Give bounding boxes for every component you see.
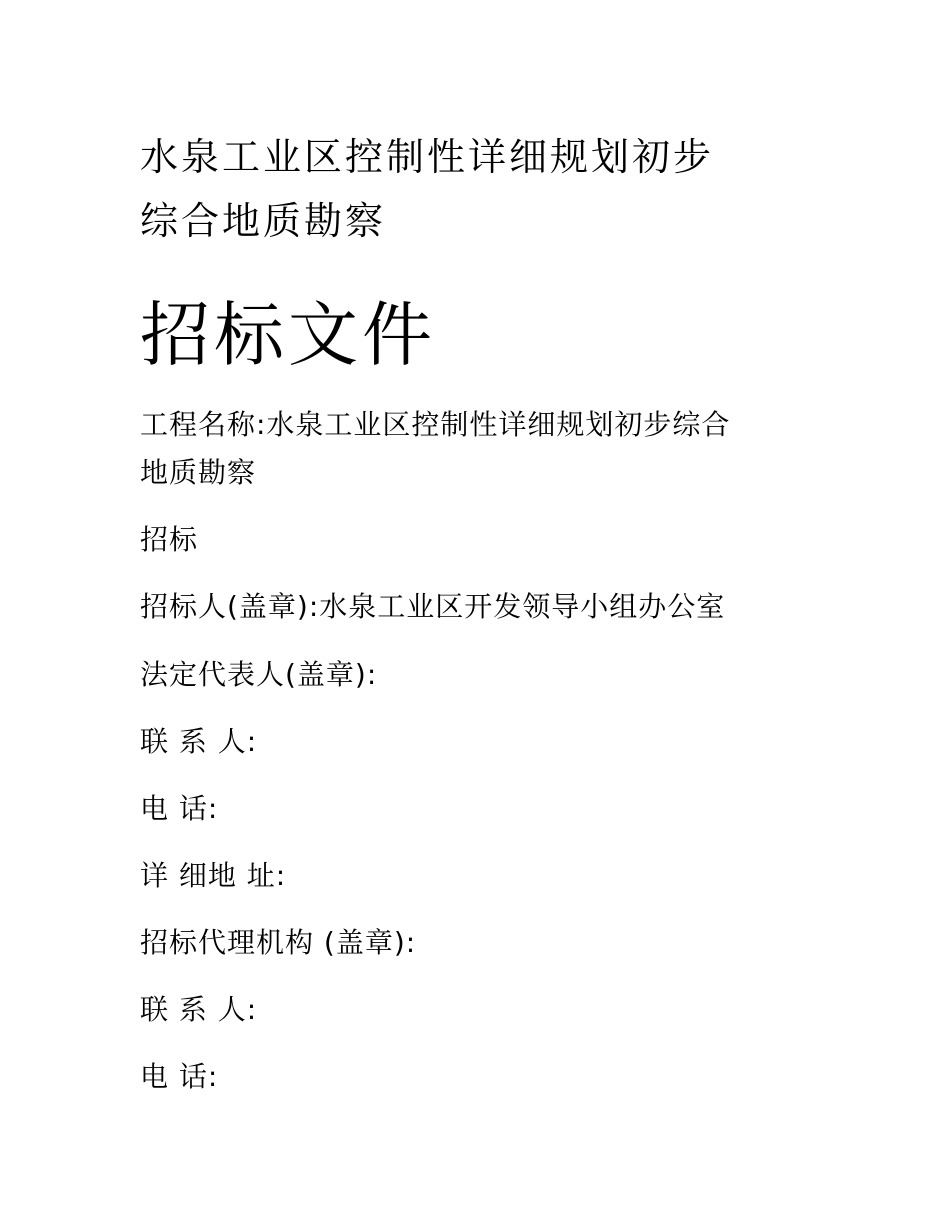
contact-person-field: 联 系 人: xyxy=(140,725,258,758)
tenderer-field: 招标人(盖章):水泉工业区开发领导小组办公室 xyxy=(140,590,726,623)
tender-label: 招标 xyxy=(140,523,199,556)
document-title-line-1: 水泉工业区控制性详细规划初步 xyxy=(140,135,715,179)
agency-contact-person-field: 联 系 人: xyxy=(140,993,258,1026)
project-name-line-1: 工程名称:水泉工业区控制性详细规划初步综合 xyxy=(140,408,731,441)
address-field: 详 细地 址: xyxy=(140,859,287,892)
document-type-heading: 招标文件 xyxy=(140,294,436,376)
agency-phone-field: 电 话: xyxy=(140,1060,219,1093)
phone-field: 电 话: xyxy=(140,792,219,825)
legal-representative-field: 法定代表人(盖章): xyxy=(140,658,378,691)
document-title-line-2: 综合地质勘察 xyxy=(140,199,387,243)
agency-field: 招标代理机构 (盖章): xyxy=(140,926,417,959)
project-name-line-2: 地质勘察 xyxy=(140,456,257,489)
